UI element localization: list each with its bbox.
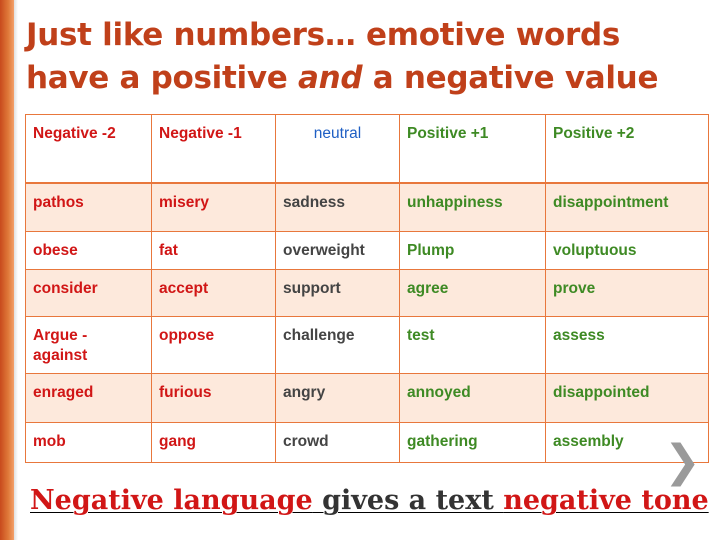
header-negative-2: Negative -2 [26, 115, 152, 184]
subtitle-negative-language: Negative language [30, 485, 313, 516]
title-line-2-pre: have a positive [26, 60, 298, 96]
table-row [26, 317, 709, 374]
table-cell: fat [152, 232, 276, 270]
subtitle-middle: gives a text [312, 485, 504, 516]
table-cell: misery [152, 183, 276, 232]
table-cell: voluptuous [546, 232, 709, 270]
table-cell: prove [546, 270, 709, 317]
table-cell: furious [152, 374, 276, 423]
table-cell: obese [26, 232, 152, 270]
table-cell: gathering [400, 423, 546, 463]
table-cell: test [400, 317, 546, 374]
table-cell: support [276, 270, 400, 317]
table-cell: pathos [26, 183, 152, 232]
table-cell: oppose [152, 317, 276, 374]
table-cell: mob [26, 423, 152, 463]
table-row [26, 374, 709, 423]
table-cell: challenge [276, 317, 400, 374]
emotive-words-table [25, 114, 709, 463]
slide-subtitle [30, 485, 710, 516]
header-neutral: neutral [276, 115, 400, 184]
table-cell: overweight [276, 232, 400, 270]
table-cell: assembly [546, 423, 709, 463]
title-emphasis: and [297, 60, 363, 96]
table-cell: angry [276, 374, 400, 423]
slide-title [26, 14, 706, 100]
table-row [26, 423, 709, 463]
title-line-2-post: a negative value [362, 60, 659, 96]
left-accent-bar [0, 0, 14, 540]
chevron-right-icon[interactable]: ❯ [664, 436, 701, 487]
table-cell: Plump [400, 232, 546, 270]
subtitle-negative-tone: negative tone [503, 485, 709, 516]
table-cell: sadness [276, 183, 400, 232]
table-row [26, 232, 709, 270]
header-positive-1: Positive +1 [400, 115, 546, 184]
title-line-2 [26, 57, 706, 100]
table-row [26, 183, 709, 232]
table-cell: disappointed [546, 374, 709, 423]
table-cell: Argue - against [26, 317, 152, 374]
table-cell: crowd [276, 423, 400, 463]
table-cell: accept [152, 270, 276, 317]
header-negative-1: Negative -1 [152, 115, 276, 184]
table-cell: assess [546, 317, 709, 374]
table-cell: gang [152, 423, 276, 463]
table-cell: disappointment [546, 183, 709, 232]
table-cell: enraged [26, 374, 152, 423]
table-cell: unhappiness [400, 183, 546, 232]
header-positive-2: Positive +2 [546, 115, 709, 184]
table-cell: consider [26, 270, 152, 317]
table-cell: agree [400, 270, 546, 317]
title-line-1: Just like numbers… emotive words [26, 17, 621, 53]
table-cell: annoyed [400, 374, 546, 423]
table-header-row [26, 115, 709, 184]
table-row [26, 270, 709, 317]
